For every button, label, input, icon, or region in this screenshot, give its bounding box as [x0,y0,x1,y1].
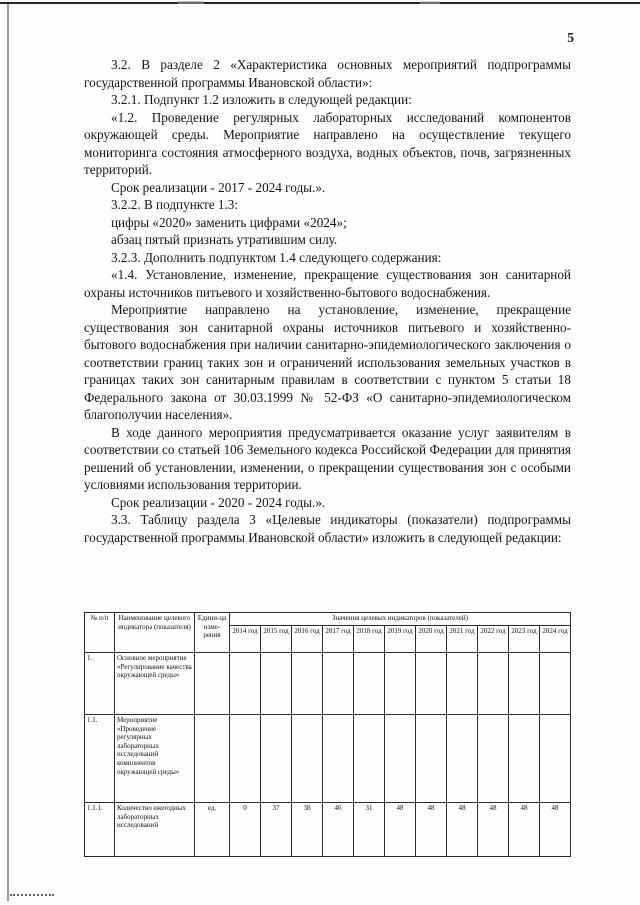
scan-artifact-dots [10,894,54,896]
value-cell [354,715,385,803]
indicators-table-wrap [84,612,571,857]
paragraph: абзац пятый признать утратившим силу. [111,232,338,247]
year-header: 2019 год [385,626,416,653]
row-num: 1.1. [85,715,115,803]
value-cell [230,715,261,803]
value-cell [478,653,509,715]
value-cell [509,653,540,715]
year-header: 2016 год [292,626,323,653]
paragraph: «1.2. Проведение регулярных лабораторных исследований компонентов окружающей среды. Мероприятие направлено на осуществление текущего мониторинга состояния атмосферного воздуха, водных объектов, почв, загрязненных территорий. [84,109,571,177]
table-row [85,715,571,803]
value-cell [385,715,416,803]
page-number: 5 [567,30,574,45]
scan-smudge [420,1,440,4]
value-cell [261,715,292,803]
paragraph: 3.2.3. Дополнить подпунктом 1.4 следующего содержания: [111,249,442,265]
values-span-header: Значения целевых индикаторов (показателей) [230,613,571,626]
year-header: 2017 год [323,626,354,653]
value-cell [478,715,509,803]
value-cell: 48 [509,803,540,857]
row-name: Мероприятие «Проведение регулярных лабораторных исследований компонентов окружающей среды» [115,715,195,803]
value-cell [447,715,478,803]
value-cell [323,715,354,803]
value-cell: 48 [385,803,416,857]
value-cell [230,653,261,715]
value-cell: 31 [354,803,385,857]
col-header-unit: Едини-ца изме-рения [195,613,230,653]
paragraph: 3.2. В разделе 2 «Характеристика основных мероприятий подпрограммы государственной программы Ивановской области»: [84,57,571,90]
value-cell [416,653,447,715]
scan-smudge [178,1,204,4]
value-cell [354,653,385,715]
col-header-num: № п/п [85,613,115,653]
paragraph: цифры «2020» заменить цифрами «2024»; [111,214,347,230]
paragraph: «1.4. Установление, изменение, прекращение существования зон санитарной охраны источников питьевого и хозяйственно-бытового водоснабжения. [84,267,571,300]
value-cell [416,715,447,803]
year-header: 2020 год [416,626,447,653]
value-cell [385,653,416,715]
year-header: 2014 год [230,626,261,653]
row-unit [195,715,230,803]
value-cell [540,715,571,803]
value-cell: 38 [292,803,323,857]
value-cell [261,653,292,715]
paragraph: 3.3. Таблицу раздела 3 «Целевые индикаторы (показатели) подпрограммы государственной программы Ивановской области» изложить в следующей редакции: [84,512,571,545]
table-row [85,653,571,715]
row-unit: ед. [195,803,230,857]
year-header: 2021 год [447,626,478,653]
indicators-table [84,612,571,857]
year-header: 2015 год [261,626,292,653]
value-cell [323,653,354,715]
value-cell [509,715,540,803]
value-cell [540,653,571,715]
row-name: Количество ежегодных лабораторных исследований [115,803,195,857]
paragraph: Срок реализации - 2017 - 2024 годы.». [111,179,326,195]
row-num: 1.1.1. [85,803,115,857]
row-name: Основное мероприятие «Регулирование качества окружающей среды» [115,653,195,715]
value-cell: 48 [540,803,571,857]
scan-edge-top [0,2,640,4]
row-num: 1. [85,653,115,715]
value-cell: 46 [323,803,354,857]
scan-edge-left [7,3,9,901]
value-cell [292,715,323,803]
paragraph: Мероприятие направлено на установление, изменение, прекращение существования зон санитарной охраны источников питьевого и хозяйственно-бытового водоснабжения при наличии санитарно-эпидемиологического заключения о соответствии границ таких зон и ограничений использования земельных участков в границах таких зон санитарным правилам в соответствии с пунктом 5 статьи 18 Федерального закона от 30.03.1999 № 52-ФЗ «О санитарно-эпидемиологическом благополучии населения». [84,302,571,422]
paragraph: 3.2.1. Подпункт 1.2 изложить в следующей редакции: [111,92,412,107]
year-header: 2023 год [509,626,540,653]
year-header: 2018 год [354,626,385,653]
value-cell: 0 [230,803,261,857]
value-cell: 48 [416,803,447,857]
col-header-name: Наименование целевого индикатора (показателя) [115,613,195,653]
paragraph: 3.2.2. В подпункте 1.3: [111,197,239,212]
value-cell: 48 [478,803,509,857]
year-header: 2022 год [478,626,509,653]
paragraph: Срок реализации - 2020 - 2024 годы.». [111,494,326,510]
table-row [85,803,571,857]
body-text [84,56,571,546]
value-cell [447,653,478,715]
value-cell: 48 [447,803,478,857]
value-cell: 37 [261,803,292,857]
paragraph: В ходе данного мероприятия предусматривается оказание услуг заявителям в соответствии со статьей 106 Земельного кодекса Российской Федерации для принятия решений об установлении, изменении, о прекращении существования зон с особыми условиями использования территории. [84,424,571,492]
year-header: 2024 год [540,626,571,653]
value-cell [292,653,323,715]
row-unit [195,653,230,715]
